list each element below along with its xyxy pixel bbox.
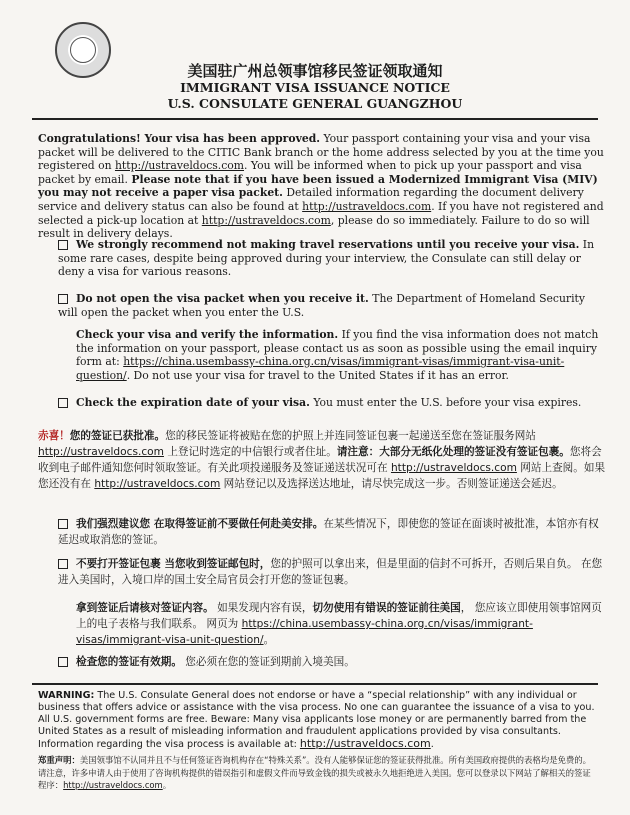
item2b-text: If you find the visa information does not match the information on your passport, please contact us as soon as possible using the email inquiry form at:	[76, 328, 599, 369]
en-item-expiration	[58, 396, 606, 410]
zh-intro-5: 网站登记以及选择送达地址，请尽快完成这一步。否则签证递送会延迟。	[220, 478, 563, 490]
checkbox[interactable]	[58, 519, 68, 529]
zh-item2b-text-2: ， 您应该立即使用领事馆网页上的电子表格与我们联系。 网页为	[76, 602, 602, 630]
zh-item2-text: 您的护照可以拿出来，但是里面的信封不可拆开，否则后果自负。 在您进入美国时，入境口岸的国土安全局官员会打开您的签证包裹。	[58, 558, 603, 586]
zh-intro-red: 赤喜！	[38, 430, 70, 442]
item3-text: You must enter the U.S. before your visa expires.	[309, 396, 582, 409]
checkbox[interactable]	[58, 294, 68, 304]
intro-bold: Congratulations! Your visa has been approved.	[38, 132, 321, 145]
subtitle-en: U.S. CONSULATE GENERAL GUANGZHOU	[167, 96, 463, 111]
travel-docs-link-2[interactable]: http://ustraveldocs.com	[390, 462, 517, 474]
zh-item-verify	[58, 600, 606, 648]
checkbox[interactable]	[58, 240, 68, 250]
zh-intro-bold-2: 请注意：大部分无纸化处理的签证没有签证包裹。	[336, 446, 570, 458]
zh-intro-4: 网站上查阅。如果您还没有在	[38, 462, 606, 490]
checkbox[interactable]	[58, 657, 68, 667]
checkbox[interactable]	[58, 559, 68, 569]
travel-docs-link[interactable]: http://ustraveldocs.com	[38, 446, 164, 458]
warning-notice	[38, 690, 598, 751]
warning-divider	[32, 683, 598, 685]
item2b-bold: Check your visa and verify the information.	[76, 328, 339, 341]
en-item-travel	[58, 238, 606, 279]
inquiry-form-link[interactable]: https://china.usembassy-china.org.cn/visas/immigrant-visas/immigrant-visa-unit-question/	[76, 618, 533, 646]
checkbox[interactable]	[58, 398, 68, 408]
title-zh: 美国驻广州总领事馆移民签证领取通知	[187, 62, 443, 80]
zh-item1-text: 在某些情况下，即使您的签证在面谈时被批准，本馆亦有权延迟或取消您的签证。	[58, 518, 599, 546]
zh-item2-bold: 不要打开签证包裹 当您收到签证邮包时，	[76, 558, 271, 570]
english-intro	[38, 132, 606, 241]
zh-item-packet	[58, 556, 606, 588]
chinese-intro	[38, 428, 606, 492]
zh-item2b-text: 如果发现内容有误，	[213, 602, 313, 614]
item1-text: In some rare cases, despite being approved during your interview, the Consulate can still delay or deny a visa for various reasons.	[58, 238, 595, 279]
item1-bold: We strongly recommend not making travel reservations until you receive your visa.	[76, 238, 580, 251]
intro-bold-2: Please note that if you have been issued a Modernized Immigrant Visa (MIV) you may not receive a paper visa packet.	[38, 172, 598, 200]
zh-item2b-bold-2: 切勿使用有错误的签证前往美国	[312, 602, 461, 614]
travel-docs-link[interactable]: http://ustraveldocs.com	[302, 199, 432, 213]
zh-warning-notice	[38, 754, 598, 792]
warning-url-tail: .	[430, 739, 434, 750]
warning-label: WARNING:	[38, 690, 95, 701]
zh-warning-url-tail: 。	[162, 780, 172, 790]
travel-docs-link[interactable]: http://ustraveldocs.com	[114, 159, 245, 173]
en-item-packet	[58, 292, 606, 319]
title-en: IMMIGRANT VISA ISSUANCE NOTICE	[180, 80, 450, 95]
warning-link[interactable]: http://ustraveldocs.com	[299, 737, 431, 750]
zh-intro-1: 您的移民签证将被贴在您的护照上并连同签证包裹一起递送至您在签证服务网站	[165, 430, 536, 442]
intro-text-1: Your passport containing your visa and your visa packet will be delivered to the CITIC Bank branch or the home address selected by you at the time you registered on	[38, 132, 604, 173]
item2b-tail: . Do not use your visa for travel to the United States if it has an error.	[126, 368, 509, 382]
travel-docs-link-2[interactable]: http://ustraveldocs.com	[201, 213, 331, 227]
zh-warning-link[interactable]: http://ustraveldocs.com	[63, 780, 163, 790]
item3-bold: Check the expiration date of your visa.	[76, 396, 310, 409]
zh-intro-2: 上登记时选定的中信银行或者住址。	[163, 446, 337, 458]
intro-text-2: . You will be informed when to pick up your passport and visa packet by email.	[38, 159, 582, 186]
zh-item-expiration	[58, 654, 606, 670]
zh-item-travel	[58, 516, 606, 548]
zh-item3-text: 您必须在您的签证到期前入境美国。	[181, 656, 355, 668]
header-divider	[32, 118, 598, 120]
zh-item1-bold: 我们强烈建议您 在取得签证前不要做任何赴美安排。	[76, 518, 324, 530]
zh-item3-bold: 检查您的签证有效期。	[76, 656, 182, 668]
warning-text: The U.S. Consulate General does not endorse or have a “special relationship” with any individual or business that offers advice or assistance with the visa process. No one can guarantee the issuance of a visa to you. All U.S. government forms are free. Beware: Many visa applicants lose money or are permanently barred from the United States as a result of misleading information and fraudulent applications provided by visa consultants. Information regarding the visa process is available at:	[38, 690, 595, 750]
item2-bold: Do not open the visa packet when you receive it.	[76, 292, 369, 305]
inquiry-form-link[interactable]: https://china.usembassy-china.org.cn/visas/immigrant-visas/immigrant-visa-unit-question/	[76, 355, 565, 382]
zh-warning-label: 郑重声明：	[38, 755, 80, 765]
intro-text-5: , please do so immediately. Failure to do so will result in delivery delays.	[38, 213, 590, 241]
intro-text-4: . If you have not registered and selected a pick-up location at	[38, 199, 604, 227]
item2-text: The Department of Homeland Security will open the packet when you enter the U.S.	[58, 292, 585, 319]
en-item-verify	[58, 328, 606, 382]
zh-intro-3: 您将会收到电子邮件通知您何时领取签证。有关此项投递服务及签证递送状况可在	[38, 446, 602, 474]
zh-intro-bold: 您的签证已获批准。	[69, 430, 166, 442]
notice-header	[0, 62, 630, 112]
zh-warning-text: 美国领事馆不认同并且不与任何签证咨询机构存在“特殊关系”。没有人能够保证您的签证获得批准。所有美国政府提供的表格均是免费的。请注意，许多申请人由于使用了咨询机构提供的错误指引和虚假文件而导致金钱的损失或被永久地拒绝进入美国。您可以登录以下网站了解相关的签证程序：	[38, 755, 592, 790]
zh-item2b-bold: 拿到签证后请核对签证内容。	[76, 602, 214, 614]
zh-item2b-tail: 。	[263, 634, 275, 646]
travel-docs-link-3[interactable]: http://ustraveldocs.com	[94, 478, 221, 490]
intro-text-3: Detailed information regarding the document delivery service and delivery status can also be found at	[38, 186, 584, 213]
